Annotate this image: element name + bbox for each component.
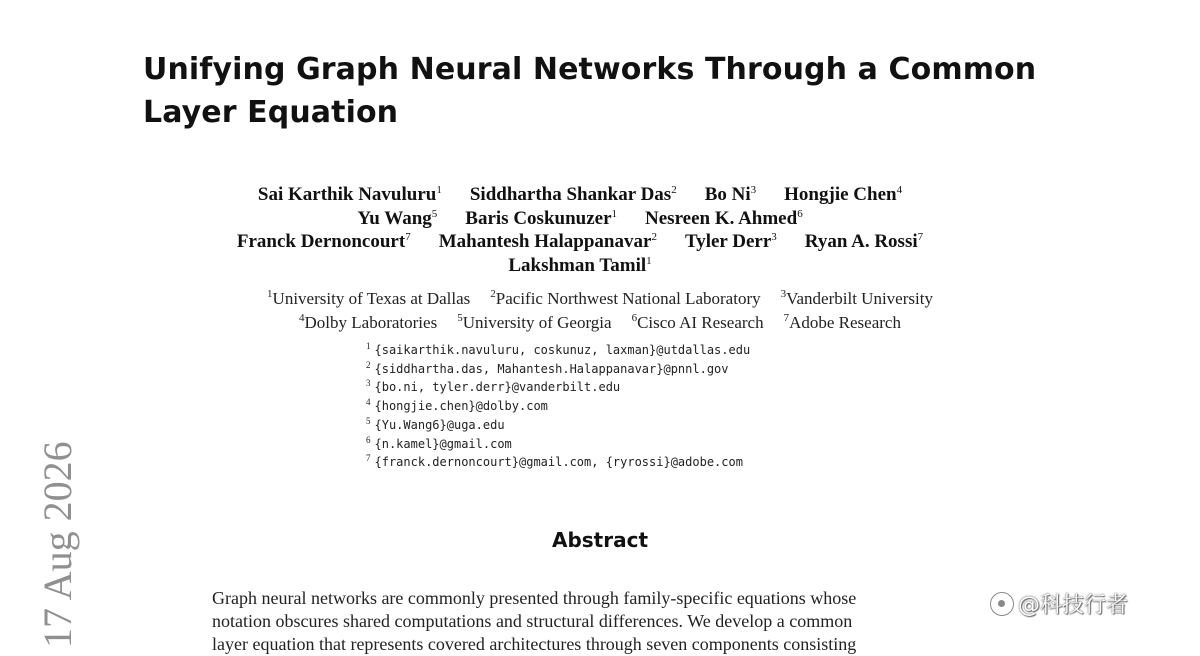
watermark-text: @科技行者 xyxy=(1018,593,1129,618)
affiliation-name: University of Georgia xyxy=(462,312,612,332)
affiliation-name: Adobe Research xyxy=(789,312,901,332)
email-line xyxy=(366,416,886,435)
affiliation-mark: 7 xyxy=(783,311,790,324)
author-name xyxy=(685,231,777,252)
email-address: {bo.ni, tyler.derr}@vanderbilt.edu xyxy=(374,380,621,395)
affiliation xyxy=(784,313,901,332)
author-affiliation-mark: 1 xyxy=(611,207,618,220)
author-affiliation-mark: 2 xyxy=(671,184,677,196)
author-name xyxy=(784,184,902,205)
email-line xyxy=(366,341,886,360)
author-name-text: Sai Karthik Navuluru xyxy=(257,184,437,205)
author-affiliation-mark: 2 xyxy=(651,231,657,243)
paw-logo-icon xyxy=(990,592,1014,616)
author-affiliation-mark: 3 xyxy=(750,184,757,196)
email-affiliation-mark: 6 xyxy=(366,434,371,445)
email-address: {siddhartha.das, Mahantesh.Halappanavar}@pnnl.gov xyxy=(374,361,729,376)
affiliation-mark: 2 xyxy=(490,288,496,300)
email-line xyxy=(366,435,886,454)
abstract-line: Graph neural networks are commonly presented through family-specific equations whose xyxy=(212,588,857,608)
email-address: {hongjie.chen}@dolby.com xyxy=(374,399,548,414)
email-address: {Yu.Wang6}@uga.edu xyxy=(374,417,505,432)
watermark xyxy=(990,588,1128,619)
email-affiliation-mark: 2 xyxy=(366,359,371,370)
abstract-body xyxy=(212,587,989,656)
author-name-text: Lakshman Tamil xyxy=(508,254,647,276)
author-affiliation-mark: 7 xyxy=(917,231,924,243)
author-name-text: Franck Dernoncourt xyxy=(236,231,406,252)
affiliation-mark: 1 xyxy=(267,288,273,300)
email-affiliation-mark: 1 xyxy=(366,341,371,351)
author-name xyxy=(508,255,651,276)
author-affiliation-mark: 1 xyxy=(436,184,442,196)
author-affiliation-mark: 7 xyxy=(405,231,411,243)
abstract-line: layer equation that represents covered architectures through seven components consisting xyxy=(212,634,857,654)
affiliation-mark: 5 xyxy=(457,311,463,324)
affiliation xyxy=(632,313,764,332)
author-name xyxy=(470,184,677,205)
author-name-text: Mahantesh Halappanavar xyxy=(438,231,652,252)
email-line xyxy=(366,378,886,397)
affiliation-name: Dolby Laboratories xyxy=(304,312,438,332)
affiliation xyxy=(781,289,933,308)
author-name-text: Siddhartha Shankar Das xyxy=(469,184,672,205)
email-affiliation-mark: 3 xyxy=(366,378,371,389)
email-line xyxy=(366,360,886,379)
author-name-text: Hongjie Chen xyxy=(784,184,897,205)
abstract-heading: Abstract xyxy=(551,528,649,552)
affiliation xyxy=(457,313,611,332)
affiliation-line xyxy=(160,311,1040,335)
author-name xyxy=(237,231,411,252)
author-name xyxy=(805,231,923,252)
paper-title: Unifying Graph Neural Networks Through a Common Layer Equation xyxy=(143,52,1037,130)
affiliation-mark: 6 xyxy=(631,311,638,324)
author-name-text: Yu Wang xyxy=(357,207,432,229)
author-line xyxy=(160,254,1000,278)
affiliation-name: Pacific Northwest National Laboratory xyxy=(495,289,761,308)
affiliation-name: University of Texas at Dallas xyxy=(272,289,471,308)
author-name-text: Nesreen K. Ahmed xyxy=(645,207,798,229)
author-name-text: Tyler Derr xyxy=(684,231,772,252)
affiliation xyxy=(299,313,437,332)
affiliation-name: Cisco AI Research xyxy=(637,312,764,332)
author-affiliation-mark: 5 xyxy=(431,207,438,220)
author-name xyxy=(357,208,437,229)
arxiv-side-date: 17 Aug 2026 xyxy=(35,441,80,648)
author-name xyxy=(705,184,756,205)
affiliation xyxy=(490,289,760,308)
author-line xyxy=(160,230,1000,254)
email-affiliation-mark: 4 xyxy=(366,397,371,408)
author-affiliation-mark: 6 xyxy=(797,207,803,220)
affiliation xyxy=(267,289,470,308)
affiliation-mark: 3 xyxy=(780,288,787,300)
author-line xyxy=(160,207,1000,231)
author-line xyxy=(160,183,1000,207)
author-name xyxy=(439,231,657,252)
affiliation-line xyxy=(160,287,1040,311)
author-name-text: Baris Coskunuzer xyxy=(465,207,612,229)
email-address: {franck.dernoncourt}@gmail.com, {ryrossi}@adobe.com xyxy=(374,455,743,470)
affiliation-list xyxy=(160,287,1040,334)
email-affiliation-mark: 5 xyxy=(366,415,371,426)
affiliation-name: Vanderbilt University xyxy=(786,289,933,308)
author-name-text: Ryan A. Rossi xyxy=(804,231,918,252)
author-name xyxy=(258,184,442,205)
author-name xyxy=(645,208,803,229)
author-list xyxy=(160,183,1000,277)
email-line xyxy=(366,397,886,416)
email-address: {n.kamel}@gmail.com xyxy=(374,436,512,451)
author-name xyxy=(465,208,617,229)
email-list xyxy=(366,341,886,472)
affiliation-mark: 4 xyxy=(299,311,305,324)
author-name-text: Bo Ni xyxy=(704,184,751,205)
email-affiliation-mark: 7 xyxy=(366,453,371,464)
email-address: {saikarthik.navuluru, coskunuz, laxman}@utdallas.edu xyxy=(374,343,751,357)
author-affiliation-mark: 1 xyxy=(646,254,652,267)
author-affiliation-mark: 4 xyxy=(896,184,903,196)
author-affiliation-mark: 3 xyxy=(771,231,777,243)
email-line xyxy=(366,453,886,472)
abstract-line: notation obscures shared computations and structural differences. We develop a common xyxy=(212,611,853,631)
